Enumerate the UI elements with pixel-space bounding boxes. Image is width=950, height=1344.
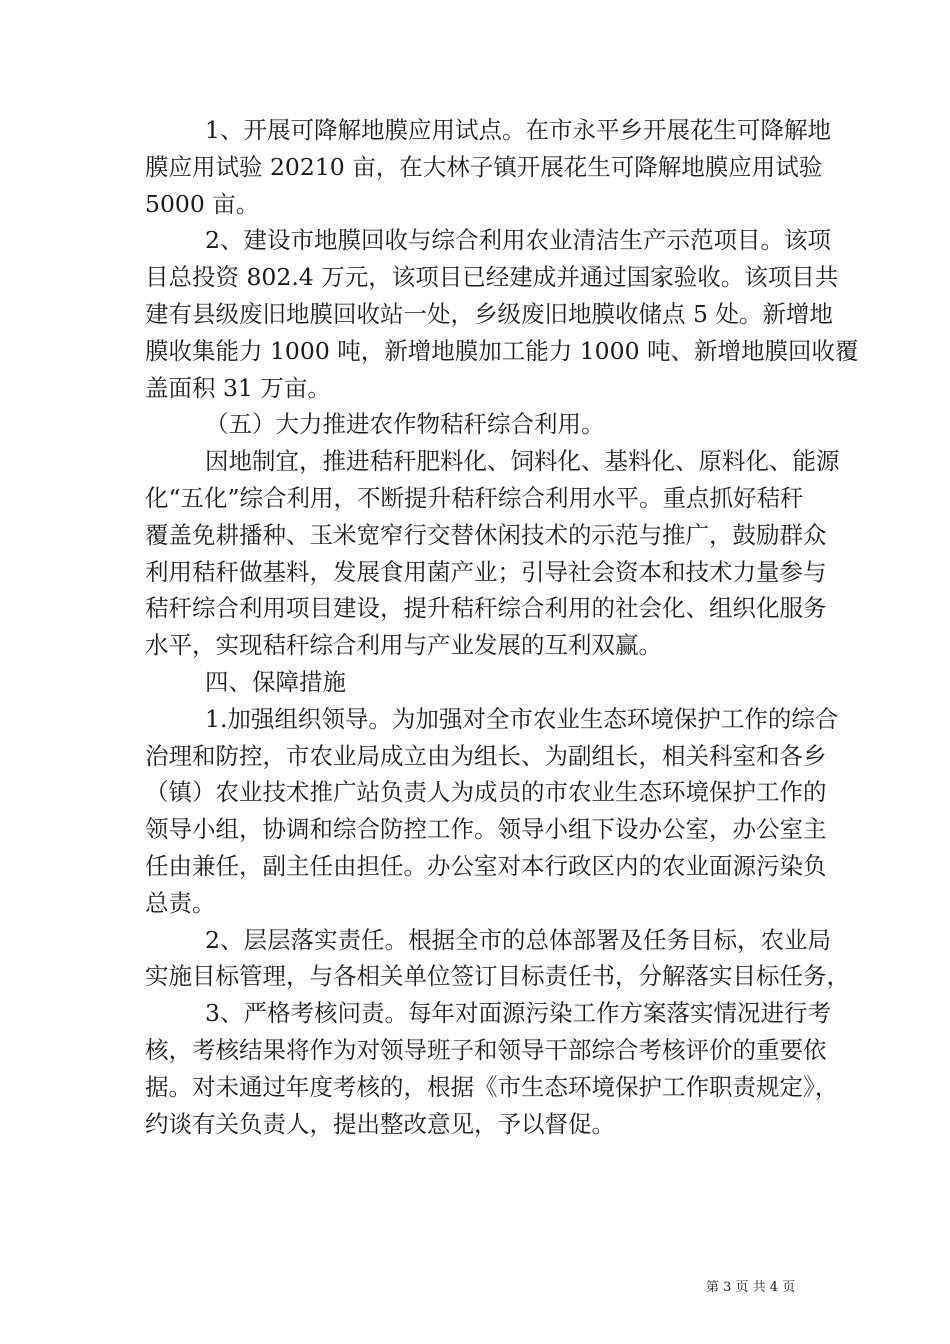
text-line: 膜收集能力 1000 吨，新增地膜加工能力 1000 吨、新增地膜回收覆 <box>145 336 859 365</box>
text-line: 实施目标管理，与各相关单位签订目标责任书，分解落实目标任务， <box>145 962 850 991</box>
text-line: 领导小组，协调和综合防控工作。领导小组下设办公室，办公室主 <box>145 815 827 844</box>
paragraph-assessment-accountability <box>145 995 839 1142</box>
text-line: 总责。 <box>145 888 216 917</box>
text-line: 2、层层落实责任。根据全市的总体部署及任务目标，农业局 <box>205 925 831 954</box>
text-line: 建有县级废旧地膜回收站一处，乡级废旧地膜收储点 5 处。新增地 <box>145 299 833 328</box>
paragraph-pilot-degradable-film <box>145 112 831 222</box>
heading-line: （五）大力推进农作物秸秆综合利用。 <box>205 410 605 439</box>
text-line: 3、严格考核问责。每年对面源污染工作方案落实情况进行考 <box>205 999 831 1028</box>
text-line: 目总投资 802.4 万元，该项目已经建成并通过国家验收。该项目共 <box>145 263 839 292</box>
text-line: 水平，实现秸秆综合利用与产业发展的互利双赢。 <box>145 631 662 660</box>
text-line: 秸秆综合利用项目建设，提升秸秆综合利用的社会化、组织化服务 <box>145 594 827 623</box>
text-line: 膜应用试验 20210 亩，在大林子镇开展花生可降解地膜应用试验 <box>145 152 823 181</box>
text-line: 5000 亩。 <box>145 189 260 218</box>
text-line: 约谈有关负责人，提出整改意见，予以督促。 <box>145 1109 615 1138</box>
text-line: 1、开展可降解地膜应用试点。在市永平乡开展花生可降解地 <box>205 116 831 144</box>
text-line: 治理和防控，市农业局成立由为组长、为副组长，相关科室和各乡 <box>145 741 827 770</box>
text-line: 核，考核结果将作为对领导班子和领导干部综合考核评价的重要依 <box>145 1035 827 1064</box>
text-line: 化“五化”综合利用，不断提升秸秆综合利用水平。重点抓好秸秆 <box>145 483 804 512</box>
paragraph-film-recycling-project <box>145 222 859 406</box>
text-line: 盖面积 31 万亩。 <box>145 373 331 402</box>
text-line: 因地制宜，推进秸秆肥料化、饲料化、基料化、原料化、能源 <box>205 447 840 476</box>
text-line: 据。对未通过年度考核的，根据《市生态环境保护工作职责规定》， <box>145 1072 839 1101</box>
text-line: （镇）农业技术推广站负责人为成员的市农业生态环境保护工作的 <box>145 778 827 807</box>
body-text <box>145 112 859 1142</box>
text-line: 2、建设市地膜回收与综合利用农业清洁生产示范项目。该项 <box>205 226 831 255</box>
paragraph-responsibility <box>145 922 850 996</box>
section-heading-straw-utilization <box>145 406 817 443</box>
text-line: 任由兼任，副主任由担任。办公室对本行政区内的农业面源污染负 <box>145 851 827 880</box>
paragraph-organization-leadership <box>145 701 839 922</box>
text-line: 1.加强组织领导。为加强对全市农业生态环境保护工作的综合 <box>205 704 839 733</box>
text-line: 利用秸秆做基料，发展食用菌产业；引导社会资本和技术力量参与 <box>145 557 827 586</box>
text-line: 覆盖免耕播种、玉米宽窄行交替休闲技术的示范与推广，鼓励群众 <box>145 520 827 549</box>
page-number-footer: 第 3 页 共 4 页 <box>706 1280 796 1295</box>
paragraph-straw-utilization <box>145 443 840 664</box>
section-heading-safeguards <box>145 664 817 701</box>
heading-line: 四、保障措施 <box>205 667 346 696</box>
